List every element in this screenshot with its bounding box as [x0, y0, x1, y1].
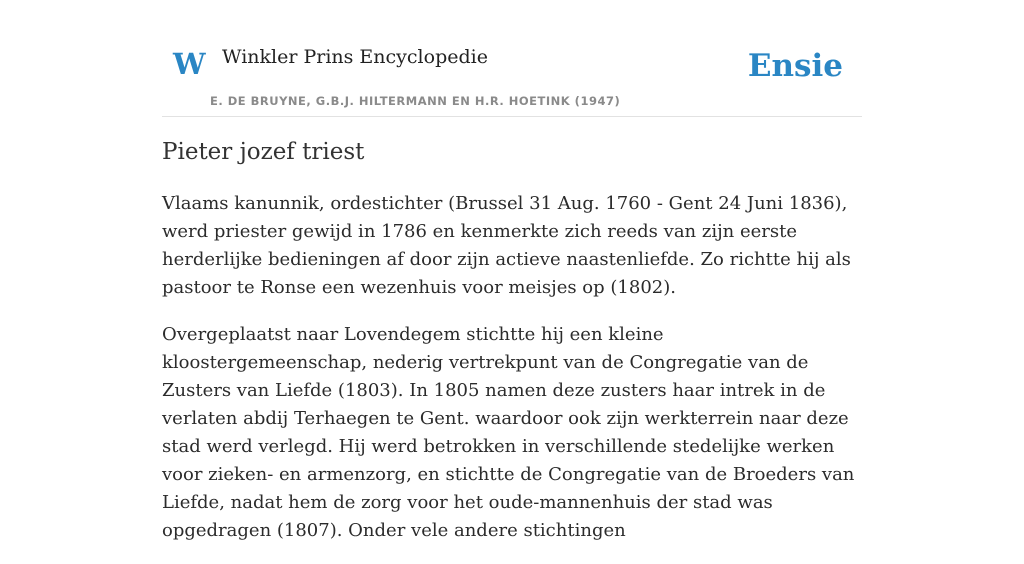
ensie-logo[interactable]: Ensie: [747, 48, 843, 84]
site-header: [162, 36, 862, 117]
article-title: Pieter jozef triest: [162, 139, 365, 165]
article-paragraph: Vlaams kanunnik, ordestichter (Brussel 31 Aug. 1760 - Gent 24 Juni 1836), werd priester gewijd in 1786 en kenmerkte zich reeds van zijn eerste herderlijke bedieningen af door zijn actieve naastenliefde. Zo richtte hij als pastoor te Ronse een wezenhuis voor meisjes op (1802).: [162, 192, 851, 298]
encyclopedia-authors: E. DE BRUYNE, G.B.J. HILTERMANN EN H.R. HOETINK (1947): [210, 94, 621, 108]
article: [162, 138, 862, 564]
article-paragraph: Overgeplaatst naar Lovendegem stichtte hij een kleine kloostergemeenschap, nederig vertrekpunt van de Congregatie van de Zusters van Liefde (1803). In 1805 namen deze zusters haar intrek in de verlaten abdij Terhaegen te Gent. waardoor ook zijn werkterrein naar deze stad werd verlegd. Hij werd betrokken in verschillende stedelijke werken voor zieken- en armenzorg, en stichtte de Congregatie van de Broeders van Liefde, nadat hem de zorg voor het oude-mannenhuis der stad was opgedragen (1807). Onder vele andere stichtingen: [162, 323, 855, 541]
winkler-prins-logo[interactable]: W: [173, 47, 206, 81]
encyclopedia-title[interactable]: Winkler Prins Encyclopedie: [222, 46, 488, 68]
